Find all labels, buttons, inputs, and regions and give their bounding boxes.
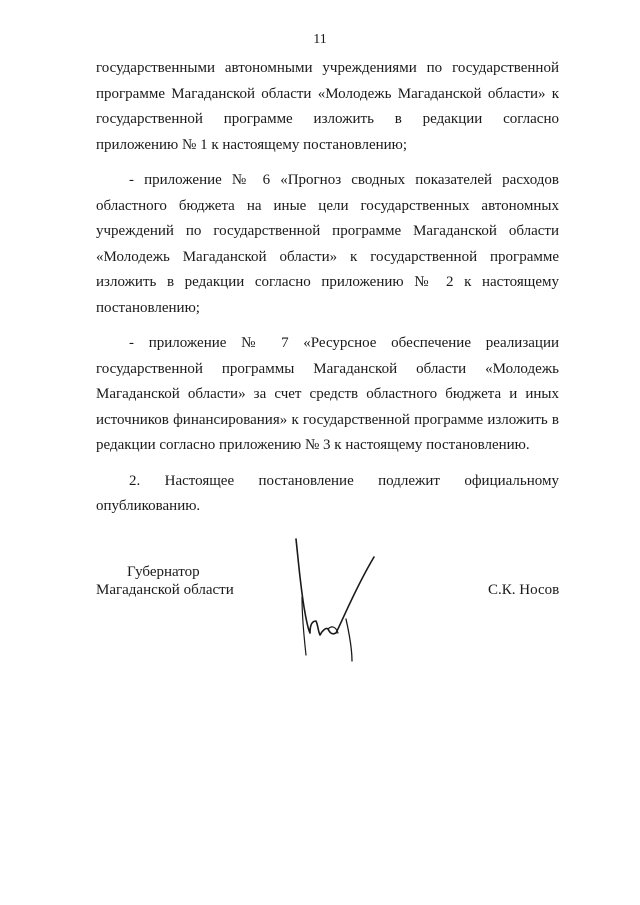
handwritten-signature [288, 537, 378, 667]
paragraph-continuation: государственными автономными учреждениями по государственной программе Магаданской области «Молодежь Магаданской области» к государственной программе изложить в редакции согласно приложению № 1 к настоящему постановлению; [96, 60, 559, 153]
paragraph-appendix-6: - приложение № 6 «Прогноз сводных показателей расходов областного бюджета на иные цели государственных автономных учреждений по государственной программе Магаданской области «Молодежь Магаданской области» к государственной программе изложить в редакции согласно приложению № 2 к настоящему постановлению; [96, 172, 559, 316]
signatory-title [96, 563, 296, 599]
page-number: 11 [313, 32, 327, 47]
signatory-region: Магаданской области [96, 582, 234, 598]
paragraph-appendix-7: - приложение № 7 «Ресурсное обеспечение реализации государственной программы Магаданской области «Молодежь Магаданской области» за счет средств областного бюджета и иных источников финансирования» к государственной программе изложить в редакции согласно приложению № 3 к настоящему постановлению. [96, 335, 559, 453]
signatory-position: Губернатор [127, 564, 200, 580]
signatory-name: С.К. Носов [488, 582, 560, 598]
signature-block [0, 563, 640, 683]
paragraph-publication: 2. Настоящее постановление подлежит официальному опубликованию. [96, 472, 559, 514]
document-body [96, 56, 559, 530]
